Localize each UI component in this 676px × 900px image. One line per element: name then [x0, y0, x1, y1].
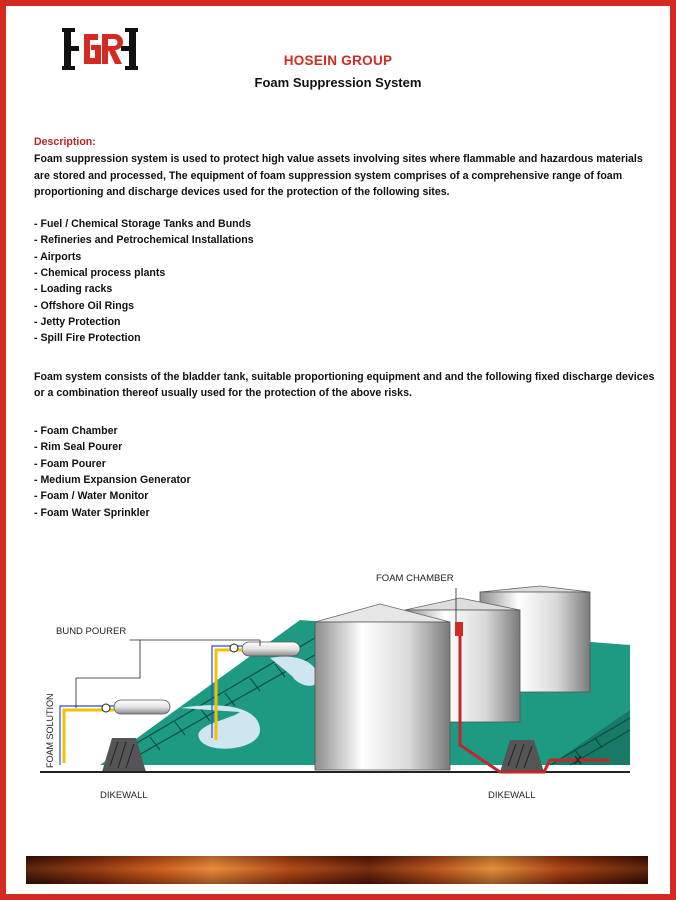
foam-chamber-box: [455, 622, 463, 636]
list-item: - Foam Pourer: [34, 457, 106, 470]
list-item: - Fuel / Chemical Storage Tanks and Bunds: [34, 218, 252, 231]
label-foam-chamber: FOAM CHAMBER: [376, 573, 454, 584]
list-item: - Chemical process plants: [34, 267, 166, 280]
description-section: [34, 134, 660, 521]
list-item: - Offshore Oil Rings: [34, 299, 135, 312]
list-item: - Spill Fire Protection: [34, 332, 141, 345]
list-item: - Medium Expansion Generator: [34, 474, 191, 487]
description-paragraph: Foam suppression system is used to protect high value assets involving sites where flammable and hazardous materials are stored and processed, The equipment of foam suppression system comprises of a comprehensive range of foam proportioning and discharge devices used for the protection of the following sites.: [34, 153, 643, 198]
list-item: - Rim Seal Pourer: [34, 441, 123, 454]
sites-list: [34, 216, 660, 346]
devices-list: [34, 423, 660, 521]
storage-tank-front: [315, 604, 450, 770]
label-dikewall-left: DIKEWALL: [100, 790, 148, 801]
foam-system-diagram: [30, 560, 646, 810]
list-item: - Foam / Water Monitor: [34, 490, 149, 503]
list-item: - Airports: [34, 250, 82, 263]
flame-footer-banner: [26, 856, 648, 884]
label-foam-solution: FOAM SOLUTION: [45, 693, 55, 768]
label-bund-pourer: BUND POURER: [56, 626, 127, 637]
list-item: - Loading racks: [34, 283, 113, 296]
list-item: - Foam Water Sprinkler: [34, 506, 150, 519]
page-subtitle: Foam Suppression System: [254, 75, 422, 90]
label-dikewall-right: DIKEWALL: [488, 790, 536, 801]
system-paragraph: Foam system consists of the bladder tank, suitable proportioning equipment and and the following fixed discharge devices or a combination thereof usually used for the protection of the above risks.: [34, 370, 655, 399]
list-item: - Jetty Protection: [34, 315, 121, 328]
description-label: Description:: [34, 136, 96, 148]
company-name: HOSEIN GROUP: [283, 53, 393, 68]
list-item: - Refineries and Petrochemical Installations: [34, 234, 254, 247]
list-item: - Foam Chamber: [34, 425, 118, 438]
